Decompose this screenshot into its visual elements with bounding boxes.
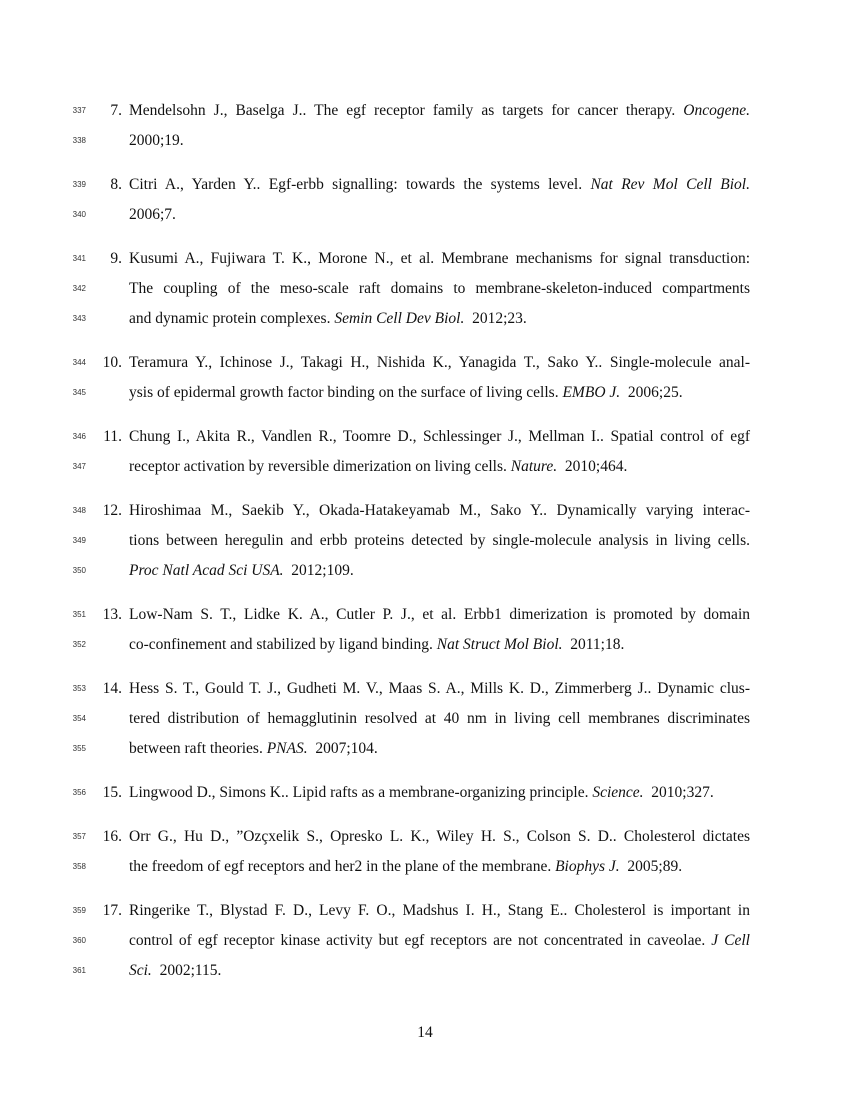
journal-title: EMBO J. <box>562 384 621 401</box>
line-number: 337 <box>72 106 86 115</box>
line-number: 360 <box>72 936 86 945</box>
reference-text <box>129 452 750 482</box>
reference-line <box>0 704 850 734</box>
reference-text-segment: Mendelsohn J., Baselga J.. The egf receptor family as targets for cancer therapy. <box>129 102 684 119</box>
line-number: 346 <box>72 432 86 441</box>
reference-text <box>129 956 750 986</box>
reference-line <box>0 96 850 126</box>
reference-text-segment: Citri A., Yarden Y.. Egf-erbb signalling: towards the systems level. <box>129 176 591 193</box>
journal-title: Oncogene. <box>683 102 750 119</box>
reference-text <box>129 170 750 200</box>
reference-text <box>129 556 750 586</box>
reference-text-segment: control of egf receptor kinase activity but egf receptors are not concentrated in caveolae. <box>129 932 712 949</box>
reference-number: 13. <box>102 606 122 623</box>
reference-line <box>0 896 850 926</box>
reference-number: 15. <box>102 784 122 801</box>
reference-text <box>129 630 750 660</box>
line-number: 358 <box>72 862 86 871</box>
reference-number: 16. <box>102 828 122 845</box>
reference-text-segment: tered distribution of hemagglutinin resolved at 40 nm in living cell membranes discriminates <box>129 710 750 727</box>
journal-title: PNAS. <box>266 740 308 757</box>
reference-text <box>129 822 750 852</box>
journal-title: J Cell <box>711 932 750 949</box>
reference-text <box>129 422 750 452</box>
reference-number: 12. <box>102 502 122 519</box>
reference-text <box>129 704 750 734</box>
line-number: 356 <box>72 788 86 797</box>
reference-text-segment: 2005;89. <box>619 858 683 875</box>
reference-number: 14. <box>102 680 122 697</box>
reference-text-segment: receptor activation by reversible dimerization on living cells. <box>129 458 511 475</box>
reference-text <box>129 734 750 764</box>
reference-entry <box>0 170 850 230</box>
line-number: 359 <box>72 906 86 915</box>
reference-text <box>129 96 750 126</box>
reference-line <box>0 852 850 882</box>
reference-text-segment: 2012;23. <box>464 310 527 327</box>
reference-text-segment: tions between heregulin and erbb proteins detected by single-molecule analysis in living cells. <box>129 532 750 549</box>
reference-entry <box>0 778 850 808</box>
reference-text-segment: 2010;327. <box>643 784 714 801</box>
reference-number: 17. <box>102 902 122 919</box>
journal-title: Science. <box>592 784 644 801</box>
journal-title: Nature. <box>510 458 558 475</box>
reference-text-segment: Kusumi A., Fujiwara T. K., Morone N., et al. Membrane mechanisms for signal transduction: <box>129 250 750 267</box>
line-number: 343 <box>72 314 86 323</box>
reference-text-segment: co-confinement and stabilized by ligand binding. <box>129 636 437 653</box>
line-number: 353 <box>72 684 86 693</box>
reference-line <box>0 526 850 556</box>
page-number: 14 <box>417 1024 433 1041</box>
reference-line <box>0 170 850 200</box>
reference-line <box>0 274 850 304</box>
journal-title: Nat Struct Mol Biol. <box>436 636 563 653</box>
line-number: 344 <box>72 358 86 367</box>
reference-entry <box>0 244 850 334</box>
reference-entry <box>0 600 850 660</box>
reference-entry <box>0 422 850 482</box>
reference-text-segment: 2007;104. <box>307 740 378 757</box>
reference-number: 11. <box>103 428 122 445</box>
line-number: 350 <box>72 566 86 575</box>
reference-text-segment: 2006;25. <box>620 384 683 401</box>
reference-line <box>0 734 850 764</box>
reference-text-segment: 2006;7. <box>129 206 176 223</box>
journal-title: Semin Cell Dev Biol. <box>334 310 465 327</box>
reference-text <box>129 496 750 526</box>
reference-line <box>0 778 850 808</box>
reference-text-segment: between raft theories. <box>129 740 267 757</box>
reference-entry <box>0 822 850 882</box>
reference-text-segment: 2000;19. <box>129 132 184 149</box>
reference-entry <box>0 896 850 986</box>
reference-text-segment: Hiroshimaa M., Saekib Y., Okada-Hatakeyamab M., Sako Y.. Dynamically varying interac- <box>129 502 750 519</box>
reference-line <box>0 822 850 852</box>
reference-entry <box>0 674 850 764</box>
reference-text <box>129 244 750 274</box>
reference-line <box>0 674 850 704</box>
reference-text-segment: Lingwood D., Simons K.. Lipid rafts as a membrane-organizing principle. <box>129 784 593 801</box>
reference-text-segment: 2012;109. <box>283 562 354 579</box>
reference-line <box>0 348 850 378</box>
line-number: 354 <box>72 714 86 723</box>
line-number: 348 <box>72 506 86 515</box>
line-number: 352 <box>72 640 86 649</box>
line-number: 361 <box>72 966 86 975</box>
reference-line <box>0 452 850 482</box>
reference-number: 7. <box>110 102 122 119</box>
line-number: 351 <box>72 610 86 619</box>
reference-line <box>0 200 850 230</box>
line-number: 347 <box>72 462 86 471</box>
reference-text <box>129 852 750 882</box>
reference-line <box>0 378 850 408</box>
reference-text <box>129 378 750 408</box>
reference-text-segment: Low-Nam S. T., Lidke K. A., Cutler P. J., et al. Erbb1 dimerization is promoted by domain <box>129 606 750 623</box>
reference-text-segment: Hess S. T., Gould T. J., Gudheti M. V., Maas S. A., Mills K. D., Zimmerberg J.. Dynamic clus- <box>129 680 750 697</box>
reference-line <box>0 496 850 526</box>
line-number: 339 <box>72 180 86 189</box>
reference-text <box>129 674 750 704</box>
reference-text-segment: Orr G., Hu D., ”Ozçxelik S., Opresko L. K., Wiley H. S., Colson S. D.. Cholesterol dictates <box>129 828 750 845</box>
line-number: 357 <box>72 832 86 841</box>
journal-title: Nat Rev Mol Cell Biol. <box>590 176 750 193</box>
reference-text <box>129 926 750 956</box>
reference-text <box>129 896 750 926</box>
reference-number: 9. <box>110 250 122 267</box>
reference-entry <box>0 96 850 156</box>
reference-line <box>0 926 850 956</box>
reference-text-segment: 2010;464. <box>557 458 628 475</box>
reference-line <box>0 630 850 660</box>
reference-text <box>129 274 750 304</box>
journal-title: Biophys J. <box>555 858 620 875</box>
line-number: 345 <box>72 388 86 397</box>
reference-text-segment: and dynamic protein complexes. <box>129 310 335 327</box>
reference-line <box>0 126 850 156</box>
reference-text <box>129 200 750 230</box>
reference-text-segment: the freedom of egf receptors and her2 in the plane of the membrane. <box>129 858 556 875</box>
reference-line <box>0 600 850 630</box>
reference-text <box>129 778 750 808</box>
line-number: 338 <box>72 136 86 145</box>
reference-list <box>0 96 850 1000</box>
line-number: 340 <box>72 210 86 219</box>
reference-text <box>129 526 750 556</box>
reference-line <box>0 956 850 986</box>
reference-text-segment: Teramura Y., Ichinose J., Takagi H., Nishida K., Yanagida T., Sako Y.. Single-molecule anal- <box>129 354 750 371</box>
reference-number: 8. <box>110 176 122 193</box>
reference-number: 10. <box>102 354 122 371</box>
reference-text-segment: Chung I., Akita R., Vandlen R., Toomre D., Schlessinger J., Mellman I.. Spatial control of egf <box>129 428 750 445</box>
reference-text <box>129 126 750 156</box>
journal-title: Proc Natl Acad Sci USA. <box>129 562 284 579</box>
reference-line <box>0 422 850 452</box>
reference-text-segment: ysis of epidermal growth factor binding on the surface of living cells. <box>129 384 563 401</box>
reference-line <box>0 304 850 334</box>
line-number: 349 <box>72 536 86 545</box>
line-number: 342 <box>72 284 86 293</box>
reference-text <box>129 348 750 378</box>
reference-line <box>0 556 850 586</box>
reference-text-segment: 2002;115. <box>151 962 222 979</box>
reference-line <box>0 244 850 274</box>
reference-text-segment: Ringerike T., Blystad F. D., Levy F. O., Madshus I. H., Stang E.. Cholesterol is important in <box>129 902 750 919</box>
line-number: 355 <box>72 744 86 753</box>
reference-text-segment: 2011;18. <box>562 636 625 653</box>
journal-title: Sci. <box>129 962 152 979</box>
reference-text <box>129 304 750 334</box>
reference-entry <box>0 348 850 408</box>
line-number: 341 <box>72 254 86 263</box>
reference-entry <box>0 496 850 586</box>
reference-text-segment: The coupling of the meso-scale raft domains to membrane-skeleton-induced compartments <box>129 280 750 297</box>
reference-text <box>129 600 750 630</box>
